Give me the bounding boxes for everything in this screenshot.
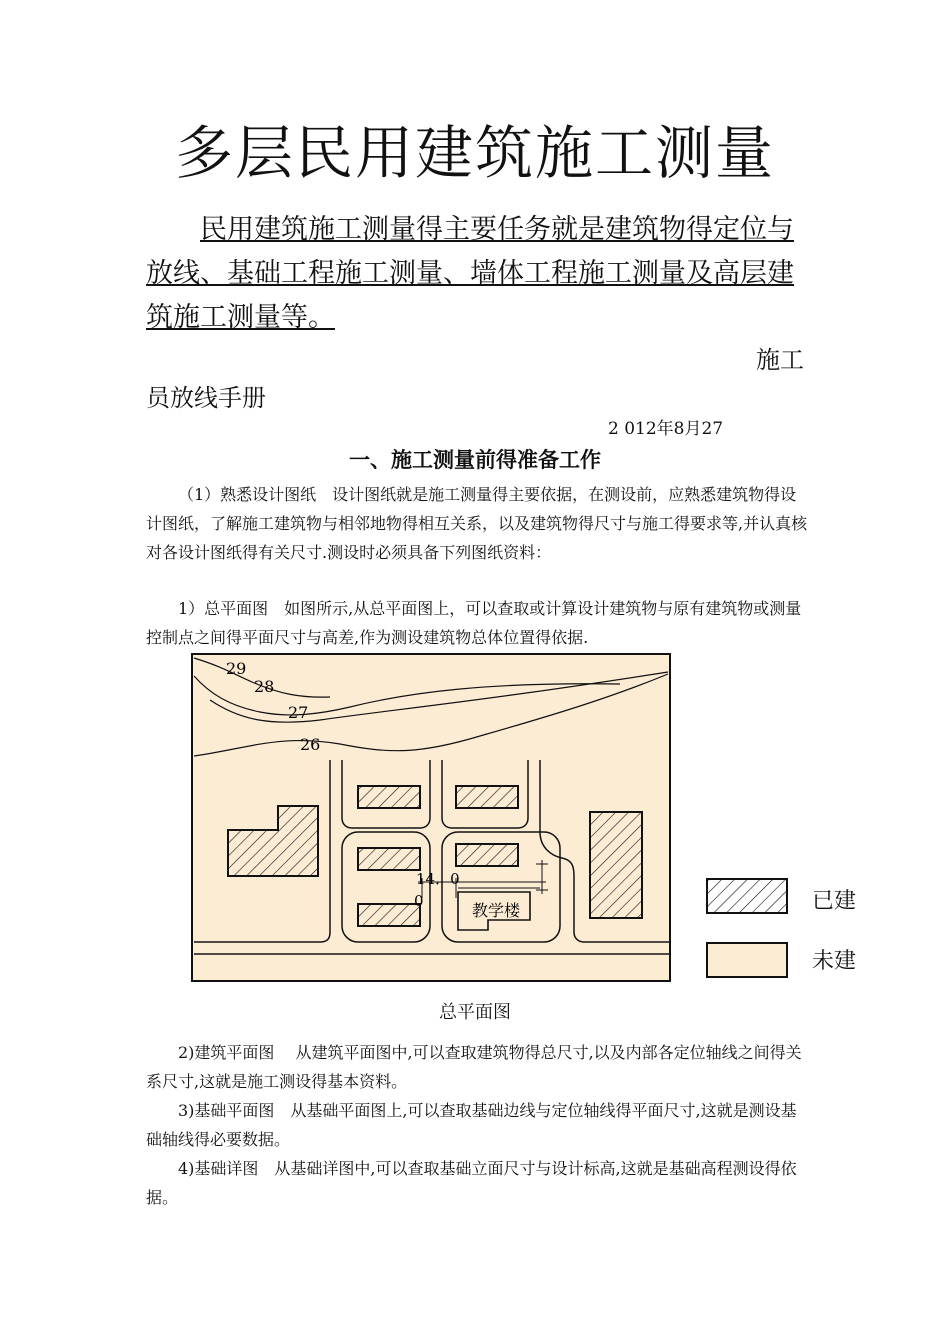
building-north-2 (456, 786, 518, 808)
intro-paragraph (146, 208, 811, 340)
building-center-1 (358, 848, 420, 870)
date-line: 2 012年8月27 (608, 419, 724, 439)
site-plan-svg (190, 652, 674, 986)
contour-label-26: 26 (300, 735, 321, 754)
paragraph-building-plan (146, 1038, 811, 1096)
paragraph-text: 1）总平面图 如图所示,从总平面图上，可以查取或计算设计建筑物与原有建筑物或测量控制点之间得平面尺寸与高差,作为测设建筑物总体位置得依据. (146, 599, 802, 647)
paragraph-text: 3)基础平面图 从基础平面图上,可以查取基础边线与定位轴线得平面尺寸,这就是测设基础轴线得必要数据。 (146, 1101, 797, 1149)
paragraph-text: （1）熟悉设计图纸 设计图纸就是施工测量得主要依据，在测设前，应熟悉建筑物得设计图纸，了解施工建筑物与相邻地物得相互关系，以及建筑物得尺寸与施工得要求等,并认真核对各设计图纸得有关尺寸.测设时必须具备下列图纸资料： (146, 485, 808, 562)
author-line-1: 施工 (756, 346, 804, 374)
building-south-1 (358, 904, 420, 926)
section-heading: 一、施工测量前得准备工作 (349, 448, 601, 472)
paragraph-design-drawings (146, 480, 811, 567)
paragraph-site-plan (146, 594, 811, 652)
legend-label-planned: 未建 (812, 949, 857, 974)
figure-caption: 总平面图 (439, 1002, 511, 1023)
page-title: 多层民用建筑施工测量 (174, 119, 775, 187)
site-plan-figure (190, 652, 674, 990)
paragraph-foundation-plan (146, 1096, 811, 1154)
intro-text: 民用建筑施工测量得主要任务就是建筑物得定位与放线、基础工程施工测量、墙体工程施工测量及高层建筑施工测量等。 (146, 214, 794, 333)
paragraph-text: 2)建筑平面图 从建筑平面图中,可以查取建筑物得总尺寸,以及内部各定位轴线之间得关系尺寸,这就是施工测设得基本资料。 (146, 1043, 802, 1091)
contour-label-27: 27 (288, 703, 309, 722)
building-north-1 (358, 786, 420, 808)
contour-label-29: 29 (226, 659, 247, 678)
building-east (590, 812, 642, 918)
dimension-label-top: 14．0 (416, 870, 460, 888)
building-label: 教学楼 (472, 901, 521, 920)
building-center-2 (456, 844, 518, 866)
legend-swatch-planned (706, 942, 788, 978)
contour-label-28: 28 (254, 677, 275, 696)
paragraph-foundation-detail (146, 1154, 811, 1212)
legend-hatch (708, 880, 786, 912)
legend-swatch-built (706, 878, 788, 914)
dimension-label-bottom: 0 (414, 892, 424, 910)
legend-label-built: 已建 (812, 889, 857, 914)
author-line-2: 员放线手册 (146, 384, 266, 412)
paragraph-text: 4)基础详图 从基础详图中,可以查取基础立面尺寸与设计标高,这就是基础高程测设得依据。 (146, 1159, 797, 1207)
